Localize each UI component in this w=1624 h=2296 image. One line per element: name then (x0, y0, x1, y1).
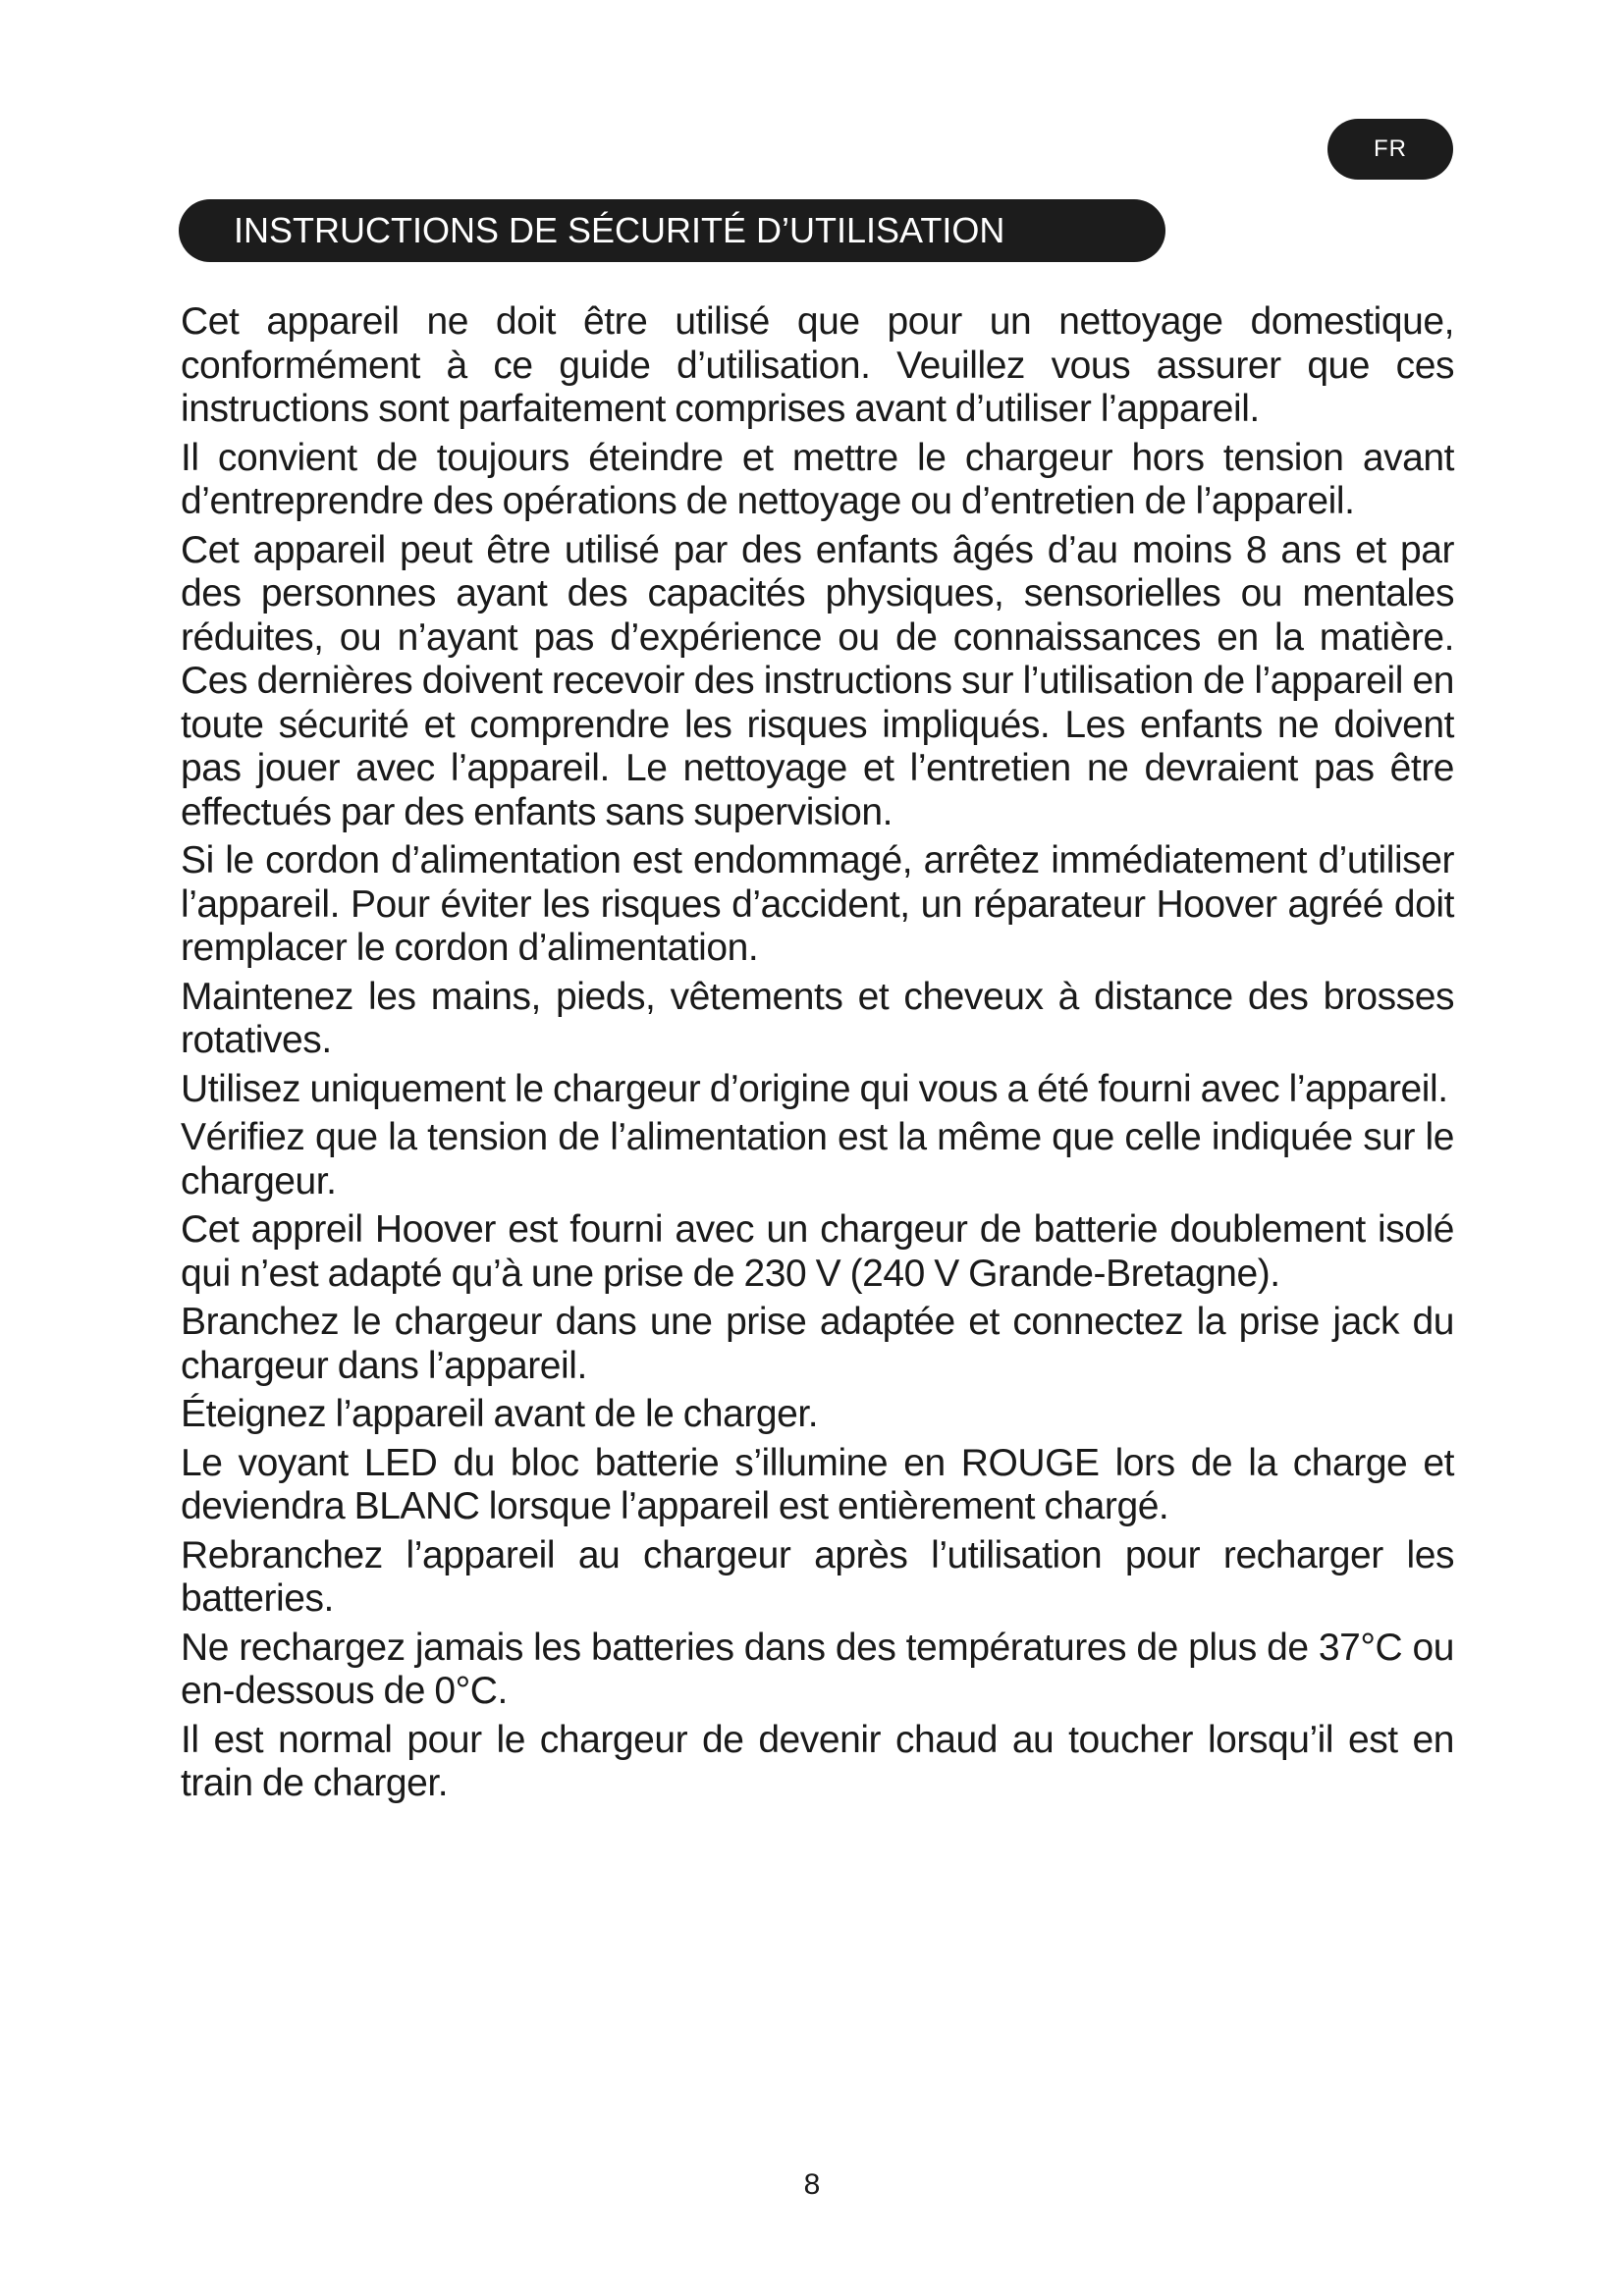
paragraph-damaged-cord: Si le cordon d’alimentation est endommagé, arrêtez immédiatement d’utiliser l’appareil. Pour éviter les risques d’accident, un réparateur Hoover agréé doit remplacer le cordon d’alimentation. (181, 839, 1454, 969)
language-badge: FR (1327, 119, 1453, 180)
paragraph-rotating-brushes: Maintenez les mains, pieds, vêtements et cheveux à distance des brosses rotatives. (181, 975, 1454, 1061)
paragraph-plug-in-charger: Branchez le chargeur dans une prise adaptée et connectez la prise jack du chargeur dans l’appareil. (181, 1301, 1454, 1387)
safety-instructions-body (181, 300, 1454, 1811)
paragraph-recharge-after-use: Rebranchez l’appareil au chargeur après l’utilisation pour recharger les batteries. (181, 1533, 1454, 1620)
paragraph-charger-warm: Il est normal pour le chargeur de devenir chaud au toucher lorsqu’il est en train de charger. (181, 1718, 1454, 1804)
paragraph-led-indicator: Le voyant LED du bloc batterie s’illumine en ROUGE lors de la charge et deviendra BLANC lorsque l’appareil est entièrement chargé. (181, 1441, 1454, 1527)
paragraph-double-insulated-charger: Cet appreil Hoover est fourni avec un chargeur de batterie doublement isolé qui n’est adapté qu’à une prise de 230 V (240 V Grande-Bretagne). (181, 1208, 1454, 1295)
section-title: INSTRUCTIONS DE SÉCURITÉ D’UTILISATION (179, 199, 1165, 262)
paragraph-switch-off-before-cleaning: Il convient de toujours éteindre et mettre le chargeur hors tension avant d’entreprendre des opérations de nettoyage ou d’entretien de l’appareil. (181, 436, 1454, 522)
paragraph-children-and-reduced-capacities: Cet appareil peut être utilisé par des enfants âgés d’au moins 8 ans et par des personnes ayant des capacités physiques, sensorielles ou mentales réduites, ou n’ayant pas d’expérience ou de connaissances en la matière. Ces dernières doivent recevoir des instructions sur l’utilisation de l’appareil en toute sécurité et comprendre les risques impliqués. Les enfants ne doivent pas jouer avec l’appareil. Le nettoyage et l’entretien ne devraient pas être effectués par des enfants sans supervision. (181, 528, 1454, 833)
paragraph-original-charger: Utilisez uniquement le chargeur d’origine qui vous a été fourni avec l’appareil. (181, 1067, 1448, 1110)
paragraph-switch-off-before-charging: Éteignez l’appareil avant de le charger. (181, 1393, 819, 1435)
paragraph-charging-temperature: Ne rechargez jamais les batteries dans des températures de plus de 37°C ou en-dessous de 0°C. (181, 1626, 1454, 1712)
paragraph-check-voltage: Vérifiez que la tension de l’alimentation est la même que celle indiquée sur le chargeur. (181, 1116, 1454, 1202)
page-number: 8 (803, 2168, 821, 2201)
paragraph-domestic-use: Cet appareil ne doit être utilisé que pour un nettoyage domestique, conformément à ce guide d’utilisation. Veuillez vous assurer que ces instructions sont parfaitement comprises avant d’utiliser l’appareil. (181, 300, 1454, 430)
